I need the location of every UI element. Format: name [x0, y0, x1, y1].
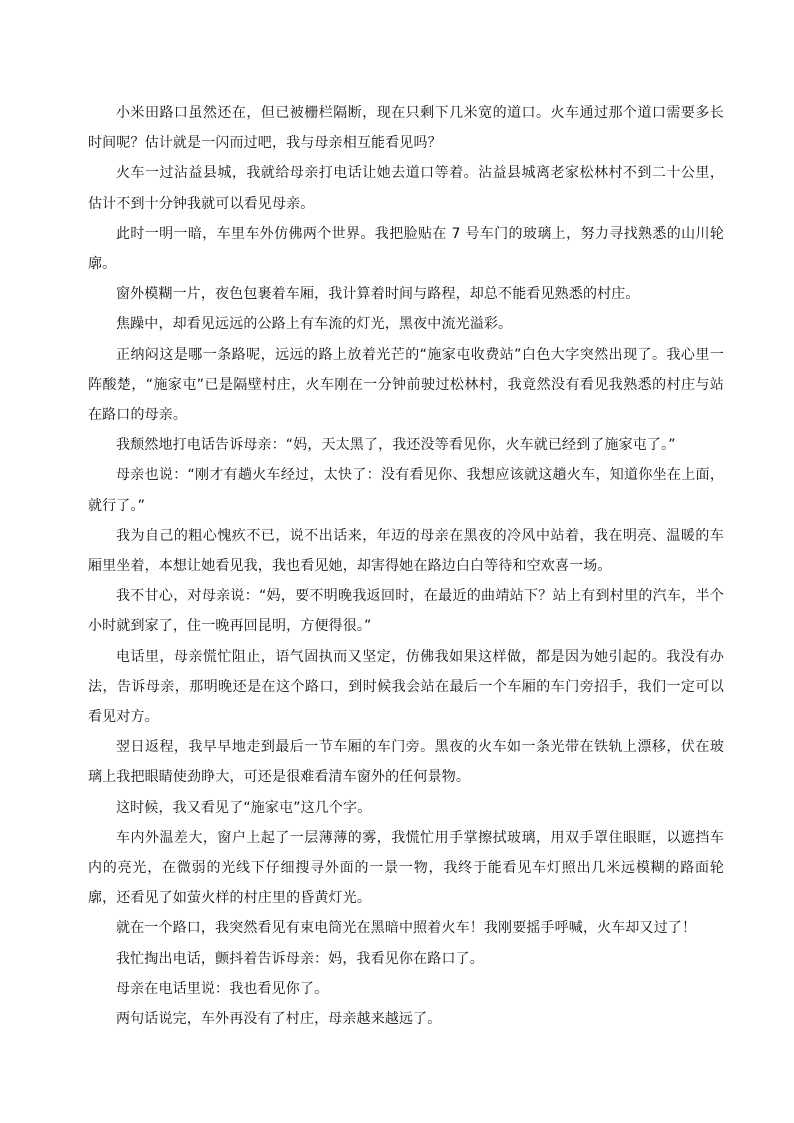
paragraph-17: 母亲在电话里说：我也看见你了。 [116, 980, 329, 997]
paragraph-4: 窗外模糊一片，夜色包裹着车厢，我计算着时间与路程，却总不能看见熟悉的村庄。 [116, 286, 640, 303]
paragraph-9: 我为自己的粗心愧疚不已，说不出话来，年迈的母亲在黑夜的冷风中站着，我在明亮、温暖的车厢里坐着，本想让她看见我，我也看见她，却害得她在路边白白等待和空欢喜一场。 [88, 527, 724, 575]
paragraph-11: 电话里，母亲慌忙阻止，语气固执而又坚定，仿佛我如果这样做，都是因为她引起的。我没有办法，告诉母亲，那明晚还是在这个路口，到时候我会站在最后一个车厢的车门旁招手，我们一定可以看见对方。 [88, 648, 724, 726]
paragraph-2: 火车一过沾益县城，我就给母亲打电话让她去道口等着。沾益县城离老家松林村不到二十公里，估计不到十分钟我就可以看见母亲。 [88, 165, 724, 212]
paragraph-13: 这时候，我又看见了“施家屯”这几个字。 [116, 799, 372, 816]
paragraph-8: 母亲也说：“刚才有趟火车经过，太快了：没有看见你、我想应该就这趟火车，知道你坐在上面，就行了。” [88, 467, 724, 514]
paragraph-10: 我不甘心，对母亲说：“妈，要不明晚我返回时，在最近的曲靖站下？站上有到村里的汽车，半个小时就到家了，住一晚再回昆明，方便得很。” [88, 588, 724, 635]
paragraph-5: 焦躁中，却看见远远的公路上有车流的灯光，黑夜中流光溢彩。 [116, 316, 513, 333]
paragraph-6: 正纳闷这是哪一条路呢，远远的路上放着光芒的“施家屯收费站”白色大字突然出现了。我心里一阵酸楚，“施家屯”已是隔壁村庄，火车刚在一分钟前驶过松林村，我竟然没有看见我熟悉的村庄与站在路口的母亲。 [88, 346, 724, 424]
paragraph-1: 小米田路口虽然还在，但已被栅栏隔断，现在只剩下几米宽的道口。火车通过那个道口需要多长时间呢？估计就是一闪而过吧，我与母亲相互能看见吗？ [88, 105, 724, 152]
document-page [88, 98, 724, 1034]
paragraph-3: 此时一明一暗，车里车外仿佛两个世界。我把脸贴在 7 号车门的玻璃上，努力寻找熟悉的山川轮廓。 [88, 225, 724, 273]
paragraph-12: 翌日返程，我早早地走到最后一节车厢的车门旁。黑夜的火车如一条光带在铁轨上漂移，伏在玻璃上我把眼睛使劲睁大，可还是很难看清车窗外的任何景物。 [88, 739, 724, 786]
paragraph-18: 两句话说完，车外再没有了村庄，母亲越来越远了。 [116, 1011, 442, 1028]
paragraph-7: 我颓然地打电话告诉母亲：“妈，天太黑了，我还没等看见你，火车就已经到了施家屯了。” [116, 437, 676, 454]
paragraph-16: 我忙掏出电话，颤抖着告诉母亲：妈，我看见你在路口了。 [116, 950, 484, 967]
paragraph-14: 车内外温差大，窗户上起了一层薄薄的雾，我慌忙用手掌擦拭玻璃，用双手罩住眼眶，以遮挡车内的亮光，在微弱的光线下仔细搜寻外面的一景一物，我终于能看见车灯照出几米远模糊的路面轮廓，还看见了如萤火样的村庄里的昏黄灯光。 [88, 829, 724, 907]
paragraph-15: 就在一个路口，我突然看见有束电筒光在黑暗中照着火车！我刚要摇手呼喊，火车却又过了！ [116, 920, 697, 937]
